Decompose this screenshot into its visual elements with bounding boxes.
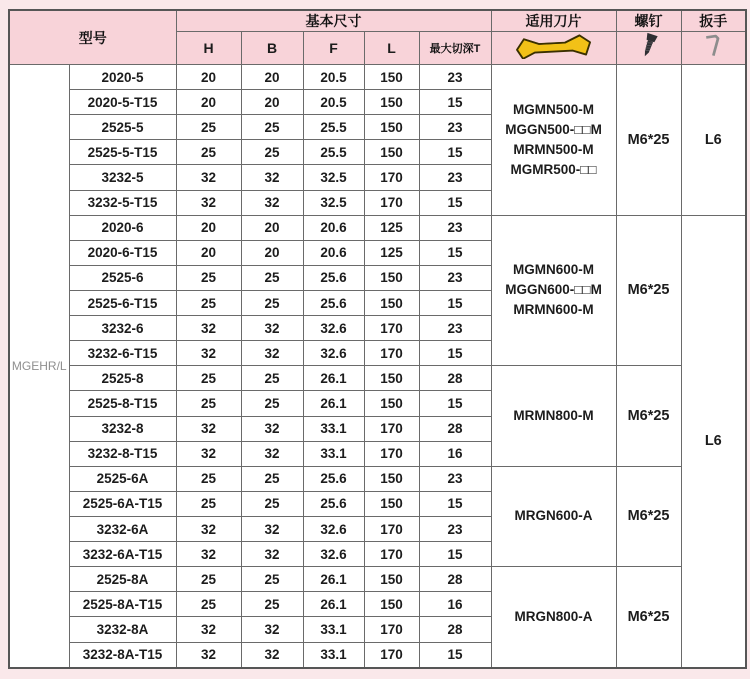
- dim-value-cell: 15: [419, 140, 491, 165]
- dim-value-cell: 150: [364, 265, 419, 290]
- dim-value-cell: 20: [241, 90, 303, 115]
- dim-value-cell: 20.5: [303, 65, 364, 90]
- table-header: [9, 10, 746, 65]
- col-header-H: H: [176, 32, 241, 65]
- dim-value-cell: 32: [176, 617, 241, 642]
- model-cell: 2020-6: [69, 215, 176, 240]
- table-row: [9, 65, 746, 90]
- model-cell: 2525-6-T15: [69, 290, 176, 315]
- insert-group-cell: [491, 65, 616, 216]
- model-cell: 2525-8: [69, 366, 176, 391]
- dim-value-cell: 15: [419, 391, 491, 416]
- dim-value-cell: 23: [419, 265, 491, 290]
- dim-value-cell: 32: [176, 542, 241, 567]
- dim-value-cell: 150: [364, 65, 419, 90]
- model-cell: 3232-8A: [69, 617, 176, 642]
- dim-value-cell: 25: [176, 466, 241, 491]
- dim-value-cell: 25: [241, 391, 303, 416]
- dim-value-cell: 25: [176, 290, 241, 315]
- model-cell: 3232-8: [69, 416, 176, 441]
- spec-table-wrap: [8, 9, 747, 669]
- dim-value-cell: 32: [176, 190, 241, 215]
- insert-model: MGMN600-M: [513, 262, 595, 278]
- dim-value-cell: 25: [176, 140, 241, 165]
- dim-value-cell: 25: [241, 366, 303, 391]
- screw-spec-cell: M6*25: [616, 466, 681, 566]
- dim-value-cell: 23: [419, 165, 491, 190]
- dim-value-cell: 32: [176, 341, 241, 366]
- dim-value-cell: 150: [364, 592, 419, 617]
- model-cell: 3232-6-T15: [69, 341, 176, 366]
- col-header-F: F: [303, 32, 364, 65]
- screw-icon-cell: [616, 32, 681, 65]
- dim-value-cell: 150: [364, 115, 419, 140]
- dim-value-cell: 23: [419, 316, 491, 341]
- insert-column-header: 适用刀片: [491, 10, 616, 32]
- dim-value-cell: 15: [419, 90, 491, 115]
- grooving-insert-icon: [510, 33, 598, 59]
- dim-value-cell: 125: [364, 240, 419, 265]
- dim-value-cell: 150: [364, 366, 419, 391]
- insert-group-cell: [491, 215, 616, 366]
- table-row: [9, 466, 746, 491]
- dim-value-cell: 20: [176, 65, 241, 90]
- row-label-cell: MGEHR/L: [9, 65, 69, 669]
- dim-value-cell: 32: [176, 642, 241, 668]
- model-column-header: 型号: [9, 10, 176, 65]
- dim-value-cell: 150: [364, 391, 419, 416]
- dim-value-cell: 26.1: [303, 391, 364, 416]
- model-cell: 2020-6-T15: [69, 240, 176, 265]
- dim-value-cell: 15: [419, 240, 491, 265]
- dim-value-cell: 32: [241, 516, 303, 541]
- model-cell: 2525-6A: [69, 466, 176, 491]
- screw-column-header: 螺钉: [616, 10, 681, 32]
- dim-value-cell: 25: [176, 115, 241, 140]
- model-cell: 2525-6A-T15: [69, 491, 176, 516]
- dim-value-cell: 15: [419, 542, 491, 567]
- dim-value-cell: 20.5: [303, 90, 364, 115]
- dim-value-cell: 23: [419, 215, 491, 240]
- dim-value-cell: 32: [241, 316, 303, 341]
- insert-model: MGMN500-M: [513, 101, 595, 117]
- table-row: [9, 567, 746, 592]
- dim-value-cell: 32: [176, 316, 241, 341]
- model-cell: 2020-5-T15: [69, 90, 176, 115]
- dim-value-cell: 25.6: [303, 265, 364, 290]
- dim-value-cell: 26.1: [303, 366, 364, 391]
- dim-value-cell: 15: [419, 491, 491, 516]
- dim-value-cell: 170: [364, 642, 419, 668]
- dim-value-cell: 25: [241, 265, 303, 290]
- dim-value-cell: 20: [176, 240, 241, 265]
- dim-value-cell: 25: [176, 592, 241, 617]
- dim-value-cell: 33.1: [303, 441, 364, 466]
- dim-value-cell: 25.6: [303, 491, 364, 516]
- dim-value-cell: 25: [176, 391, 241, 416]
- dim-value-cell: 150: [364, 567, 419, 592]
- col-header-max-depth-T: 最大切深T: [419, 32, 491, 65]
- dim-value-cell: 16: [419, 441, 491, 466]
- dim-value-cell: 32: [176, 516, 241, 541]
- dim-value-cell: 170: [364, 341, 419, 366]
- dim-value-cell: 20: [241, 65, 303, 90]
- model-cell: 3232-8A-T15: [69, 642, 176, 668]
- dim-value-cell: 150: [364, 290, 419, 315]
- model-cell: 2525-6: [69, 265, 176, 290]
- model-cell: 2020-5: [69, 65, 176, 90]
- dim-value-cell: 25: [241, 567, 303, 592]
- model-cell: 2525-8A-T15: [69, 592, 176, 617]
- dim-value-cell: 32.5: [303, 165, 364, 190]
- dim-value-cell: 32: [241, 642, 303, 668]
- dim-value-cell: 32: [176, 441, 241, 466]
- dim-value-cell: 20: [176, 90, 241, 115]
- screw-spec-cell: M6*25: [616, 567, 681, 668]
- dim-value-cell: 23: [419, 115, 491, 140]
- dim-value-cell: 15: [419, 190, 491, 215]
- screw-spec-cell: M6*25: [616, 65, 681, 216]
- dim-value-cell: 20: [176, 215, 241, 240]
- dim-value-cell: 170: [364, 190, 419, 215]
- screw-spec-cell: M6*25: [616, 366, 681, 466]
- model-cell: 3232-5: [69, 165, 176, 190]
- dim-value-cell: 15: [419, 341, 491, 366]
- dim-value-cell: 32.6: [303, 542, 364, 567]
- wrench-spec-cell: L6: [681, 215, 746, 668]
- dim-value-cell: 25: [241, 592, 303, 617]
- table-row: [9, 366, 746, 391]
- model-cell: 2525-8A: [69, 567, 176, 592]
- model-cell: 3232-8-T15: [69, 441, 176, 466]
- dim-value-cell: 125: [364, 215, 419, 240]
- table-row: [9, 215, 746, 240]
- insert-model: MRGN800-A: [514, 609, 593, 625]
- dim-value-cell: 23: [419, 466, 491, 491]
- col-header-L: L: [364, 32, 419, 65]
- model-cell: 3232-6A: [69, 516, 176, 541]
- dim-value-cell: 170: [364, 617, 419, 642]
- dim-value-cell: 25: [241, 491, 303, 516]
- dim-value-cell: 20: [241, 215, 303, 240]
- col-header-B: B: [241, 32, 303, 65]
- insert-model: MRMN800-M: [513, 408, 594, 424]
- dim-value-cell: 150: [364, 90, 419, 115]
- dim-value-cell: 32: [241, 441, 303, 466]
- table-body: [9, 65, 746, 669]
- dim-value-cell: 33.1: [303, 617, 364, 642]
- dim-value-cell: 32.6: [303, 316, 364, 341]
- dim-value-cell: 25: [241, 140, 303, 165]
- dim-value-cell: 26.1: [303, 592, 364, 617]
- dim-value-cell: 28: [419, 567, 491, 592]
- dim-value-cell: 32: [241, 617, 303, 642]
- dim-value-cell: 32: [241, 165, 303, 190]
- dim-value-cell: 20.6: [303, 215, 364, 240]
- dim-value-cell: 150: [364, 140, 419, 165]
- screw-spec-cell: M6*25: [616, 215, 681, 366]
- hex-key-icon: [698, 32, 728, 59]
- dim-value-cell: 32.6: [303, 516, 364, 541]
- model-cell: 3232-6A-T15: [69, 542, 176, 567]
- dim-value-cell: 25: [176, 366, 241, 391]
- dim-value-cell: 170: [364, 316, 419, 341]
- dim-value-cell: 25: [241, 290, 303, 315]
- dim-value-cell: 25.6: [303, 290, 364, 315]
- insert-model: MGMR500-□□: [510, 161, 597, 177]
- dim-value-cell: 28: [419, 416, 491, 441]
- insert-group-cell: [491, 366, 616, 466]
- insert-model: MRMN500-M: [513, 141, 594, 157]
- dim-value-cell: 32: [241, 416, 303, 441]
- dim-value-cell: 32: [241, 190, 303, 215]
- spec-table: [8, 9, 747, 669]
- dim-value-cell: 25.5: [303, 115, 364, 140]
- insert-model: MGGN500-□□M: [505, 121, 602, 137]
- dim-value-cell: 33.1: [303, 416, 364, 441]
- dim-value-cell: 15: [419, 290, 491, 315]
- model-cell: 3232-5-T15: [69, 190, 176, 215]
- dim-value-cell: 23: [419, 65, 491, 90]
- dim-value-cell: 32: [241, 341, 303, 366]
- dim-value-cell: 32.5: [303, 190, 364, 215]
- basic-dimensions-header: 基本尺寸: [176, 10, 491, 32]
- dim-value-cell: 15: [419, 642, 491, 668]
- dim-value-cell: 20.6: [303, 240, 364, 265]
- model-cell: 2525-5-T15: [69, 140, 176, 165]
- dim-value-cell: 150: [364, 491, 419, 516]
- dim-value-cell: 25: [241, 115, 303, 140]
- dim-value-cell: 20: [241, 240, 303, 265]
- dim-value-cell: 25: [176, 567, 241, 592]
- wrench-column-header: 扳手: [681, 10, 746, 32]
- dim-value-cell: 28: [419, 366, 491, 391]
- dim-value-cell: 25.6: [303, 466, 364, 491]
- dim-value-cell: 32.6: [303, 341, 364, 366]
- insert-group-cell: [491, 466, 616, 566]
- wrench-icon-cell: [681, 32, 746, 65]
- model-cell: 3232-6: [69, 316, 176, 341]
- model-cell: 2525-8-T15: [69, 391, 176, 416]
- dim-value-cell: 150: [364, 466, 419, 491]
- dim-value-cell: 23: [419, 516, 491, 541]
- dim-value-cell: 28: [419, 617, 491, 642]
- dim-value-cell: 32: [241, 542, 303, 567]
- dim-value-cell: 16: [419, 592, 491, 617]
- dim-value-cell: 170: [364, 441, 419, 466]
- dim-value-cell: 170: [364, 542, 419, 567]
- header-row-1: [9, 10, 746, 32]
- dim-value-cell: 25: [176, 265, 241, 290]
- dim-value-cell: 25: [241, 466, 303, 491]
- dim-value-cell: 33.1: [303, 642, 364, 668]
- dim-value-cell: 32: [176, 165, 241, 190]
- screw-icon: [632, 32, 666, 59]
- model-cell: 2525-5: [69, 115, 176, 140]
- insert-model: MRMN600-M: [513, 302, 594, 318]
- dim-value-cell: 170: [364, 516, 419, 541]
- insert-model: MGGN600-□□M: [505, 282, 602, 298]
- wrench-spec-cell: L6: [681, 65, 746, 216]
- insert-model: MRGN600-A: [514, 508, 593, 524]
- dim-value-cell: 170: [364, 165, 419, 190]
- dim-value-cell: 26.1: [303, 567, 364, 592]
- insert-group-cell: [491, 567, 616, 668]
- dim-value-cell: 25.5: [303, 140, 364, 165]
- dim-value-cell: 32: [176, 416, 241, 441]
- dim-value-cell: 25: [176, 491, 241, 516]
- insert-icon-cell: [491, 32, 616, 65]
- dim-value-cell: 170: [364, 416, 419, 441]
